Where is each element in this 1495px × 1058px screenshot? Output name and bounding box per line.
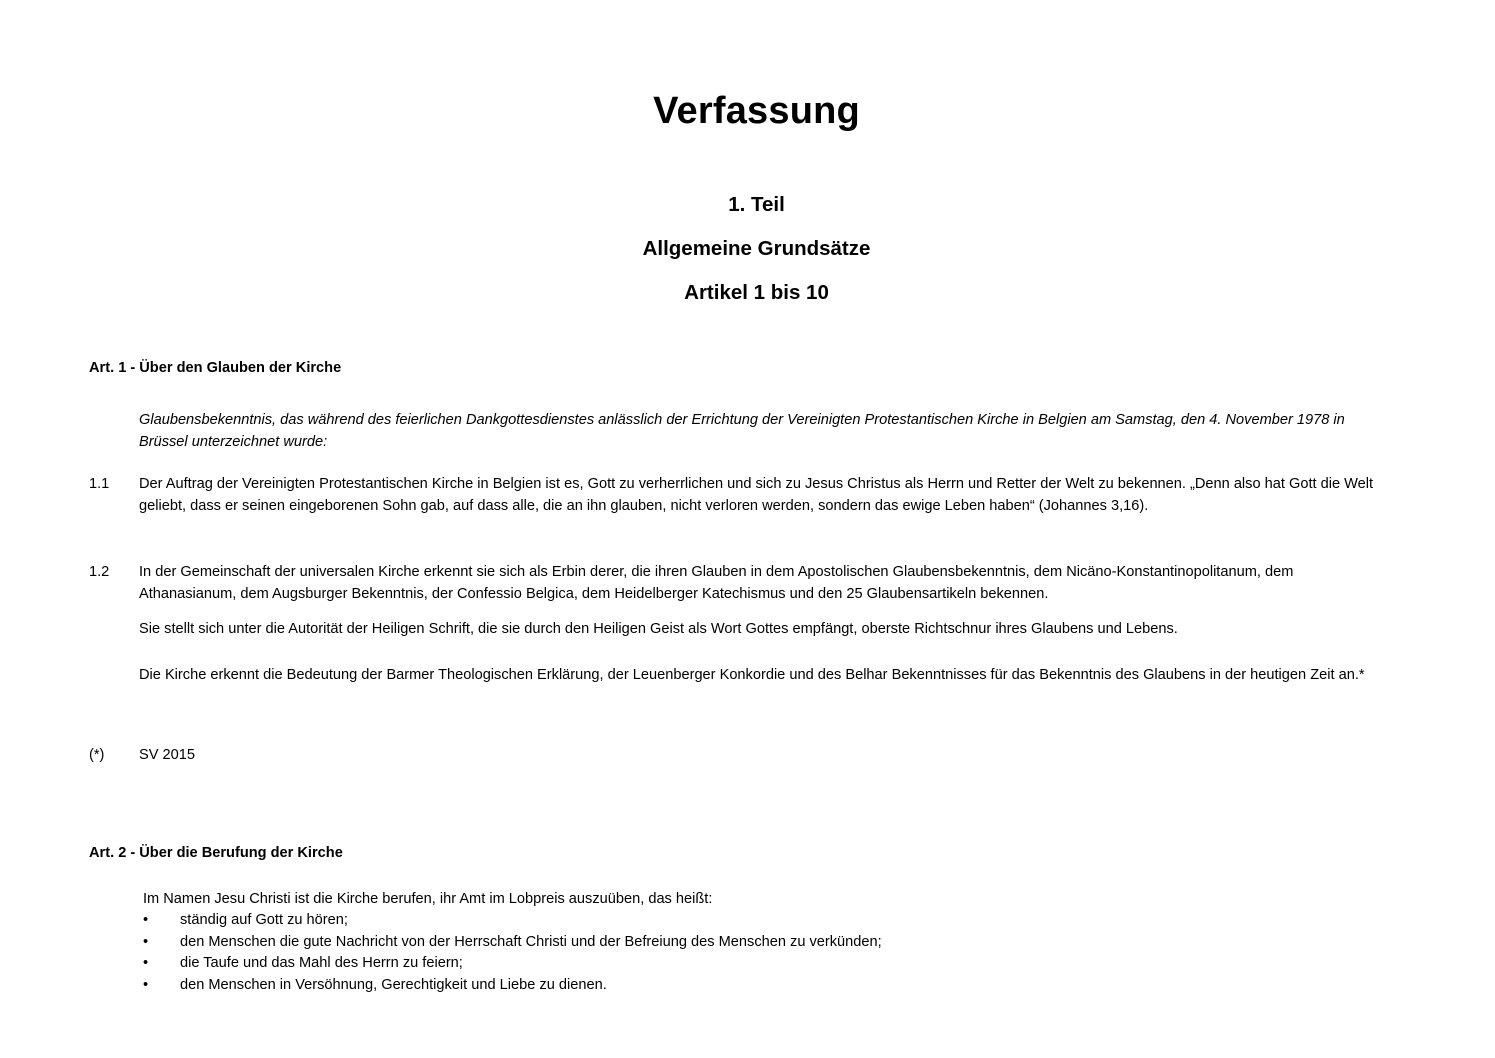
bullet-icon: • [143,912,149,928]
list-item-text: die Taufe und das Mahl des Herrn zu feiern; [180,955,463,971]
part-number: 1. Teil [728,193,785,216]
article-1-preamble: Glaubensbekenntnis, das während des feierlichen Dankgottesdienstes anlässlich der Errichtung der Vereinigten Protestantischen Kirche in Belgien am Samstag, den 4. November 1978 in Brüssel unterzeichnet wurde: [139,412,1345,450]
footnote-mark: (*) [89,747,105,763]
part-title: Allgemeine Grundsätze [642,237,871,260]
bullet-icon: • [143,976,149,993]
list-item [143,910,712,932]
bullet-icon: • [143,933,149,950]
list-item [143,975,712,997]
article-2-intro: Im Namen Jesu Christi ist die Kirche berufen, ihr Amt im Lobpreis auszuüben, das heißt: [143,891,713,907]
footnote-text: SV 2015 [139,747,195,763]
list-item-text: den Menschen die gute Nachricht von der Herrschaft Christi und der Befreiung des Menschen zu verkünden; [180,933,882,950]
article-1-heading: Art. 1 - Über den Glauben der Kirche [89,360,342,376]
paragraph-1-2-authority: Sie stellt sich unter die Autorität der Heiligen Schrift, die sie durch den Heiligen Geist als Wort Gottes empfängt, oberste Richtschnur ihres Glaubens und Lebens. [139,621,1178,637]
list-item [143,932,882,954]
document-title: Verfassung [653,90,860,132]
bullet-icon: • [143,955,149,971]
list-item-text: ständig auf Gott zu hören; [180,912,348,928]
paragraph-1-2-confessions: Die Kirche erkennt die Bedeutung der Barmer Theologischen Erklärung, der Leuenberger Konkordie und des Belhar Bekenntnisses für das Bekenntnis des Glaubens in der heutigen Zeit an.* [139,667,1365,683]
articles-range: Artikel 1 bis 10 [684,281,829,304]
list-item [143,953,712,975]
paragraph-1-1-text: Der Auftrag der Vereinigten Protestantischen Kirche in Belgien ist es, Gott zu verherrlichen und sich zu Jesus Christus als Herrn und Retter der Welt zu bekennen. „Denn also hat Gott die Welt geliebt, dass er seinen eingeborenen Sohn gab, auf dass alle, die an ihn glauben, nicht verloren werden, sondern das ewige Leben haben“ (Johannes 3,16). [139,476,1374,514]
paragraph-1-2-number: 1.2 [89,564,110,580]
article-2-body [143,888,882,996]
list-item-text: den Menschen in Versöhnung, Gerechtigkeit und Liebe zu dienen. [180,976,607,993]
paragraph-1-1-number: 1.1 [89,476,110,492]
article-2-heading: Art. 2 - Über die Berufung der Kirche [89,845,343,861]
paragraph-1-2-text: In der Gemeinschaft der universalen Kirche erkennt sie sich als Erbin derer, die ihren Glauben in dem Apostolischen Glaubensbekenntnis, dem Nicäno-Konstantinopolitanum, dem Athanasianum, dem Augsburger Bekenntnis, der Confessio Belgica, dem Heidelberger Katechismus und den 25 Glaubensartikeln bekennen. [139,564,1294,602]
